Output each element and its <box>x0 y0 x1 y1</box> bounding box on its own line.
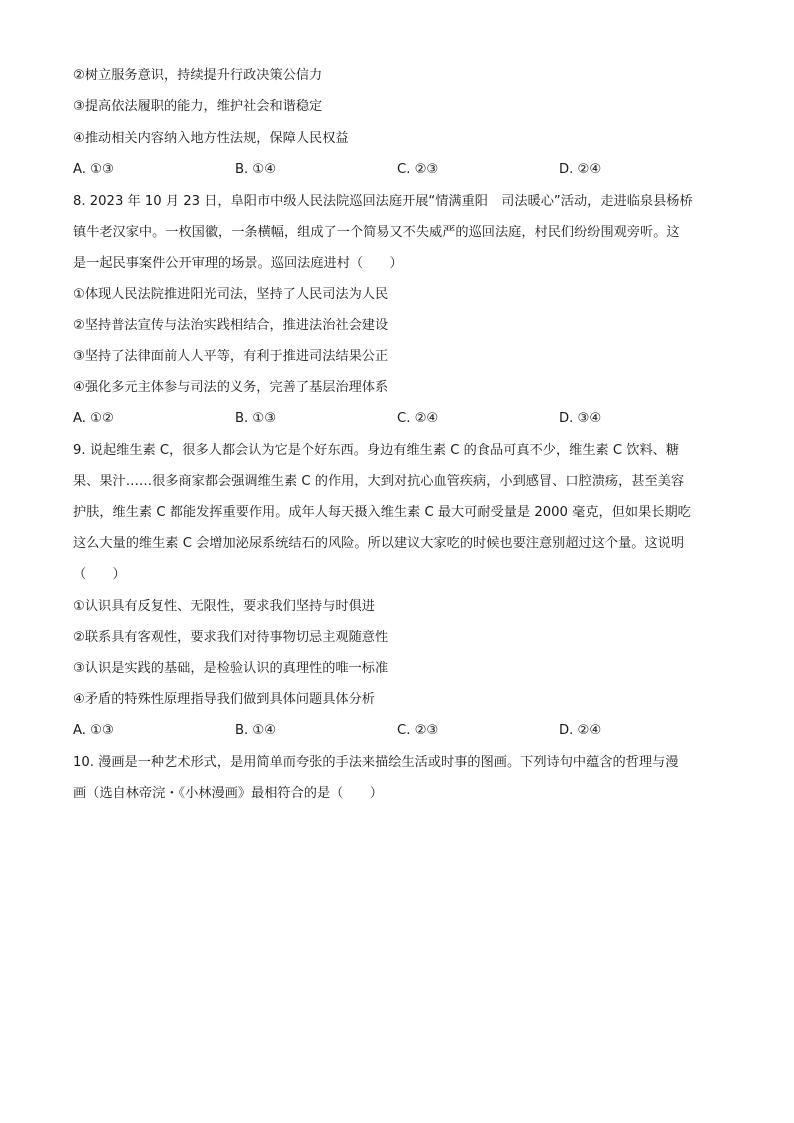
q10-stem-line-1: 10. 漫画是一种艺术形式，是用简单而夸张的手法来描绘生活或时事的图画。下列诗句中蕴含的哲理与漫 <box>73 755 679 770</box>
q7-options <box>73 160 723 180</box>
q9-stem-line-3: 护肤，维生素 C 都能发挥重要作用。成年人每天摄入维生素 C 最大可耐受量是 2000 毫克，但如果长期吃 <box>73 505 691 520</box>
q7-statement-4: ④推动相关内容纳入地方性法规，保障人民权益 <box>73 131 349 146</box>
q9-stem-line-4: 这么大量的维生素 C 会增加泌尿系统结石的风险。所以建议大家吃的时候也要注意别超过这个量。这说明 <box>73 536 685 551</box>
q9-statement-4: ④矛盾的特殊性原理指导我们做到具体问题具体分析 <box>73 692 375 707</box>
q7-option-d: D. ②④ <box>559 162 602 177</box>
q8-statement-3: ③坚持了法律面前人人平等，有利于推进司法结果公正 <box>73 349 389 364</box>
q8-option-c: C. ②④ <box>397 411 439 426</box>
q9-option-b: B. ①④ <box>235 723 277 738</box>
q8-stem-line-3: 是一起民事案件公开审理的场景。巡回法庭进村（ ） <box>73 256 403 271</box>
q9-option-d: D. ②④ <box>559 723 602 738</box>
q7-statement-3: ③提高依法履职的能力，维护社会和谐稳定 <box>73 99 323 114</box>
q8-statement-1: ①体现人民法院推进阳光司法，坚持了人民司法为人民 <box>73 287 389 302</box>
q9-options <box>73 721 723 741</box>
q8-statement-2: ②坚持普法宣传与法治实践相结合，推进法治社会建设 <box>73 318 389 333</box>
q9-statement-3: ③认识是实践的基础，是检验认识的真理性的唯一标准 <box>73 661 389 676</box>
q8-stem-line-2: 镇牛老汉家中。一枚国徽，一条横幅，组成了一个简易又不失威严的巡回法庭，村民们纷纷围观旁听。这 <box>73 225 680 240</box>
q9-statement-2: ②联系具有客观性，要求我们对待事物切忌主观随意性 <box>73 630 389 645</box>
q9-stem-line-2: 果、果汁……很多商家都会强调维生素 C 的作用，大到对抗心血管疾病，小到感冒、口腔溃疡，甚至美容 <box>73 474 685 489</box>
q9-stem-line-1: 9. 说起维生素 C，很多人都会认为它是个好东西。身边有维生素 C 的食品可真不少，维生素 C 饮料、糖 <box>73 443 680 458</box>
q9-stem-line-5: （ ） <box>73 567 126 582</box>
q9-option-a: A. ①③ <box>73 723 114 738</box>
q8-option-a: A. ①② <box>73 411 114 426</box>
q8-stem-line-1: 8. 2023 年 10 月 23 日，阜阳市中级人民法院巡回法庭开展“情满重阳 司法暖心”活动，走进临泉县杨桥 <box>73 194 693 209</box>
q8-option-b: B. ①③ <box>235 411 277 426</box>
q9-statement-1: ①认识具有反复性、无限性，要求我们坚持与时俱进 <box>73 599 375 614</box>
q8-statement-4: ④强化多元主体参与司法的义务，完善了基层治理体系 <box>73 380 389 395</box>
q7-option-b: B. ①④ <box>235 162 277 177</box>
q9-option-c: C. ②③ <box>397 723 439 738</box>
q8-option-d: D. ③④ <box>559 411 602 426</box>
q7-option-c: C. ②③ <box>397 162 439 177</box>
q10-stem-line-2: 画（选自林帝浣・《小林漫画》最相符合的是（ ） <box>73 786 383 801</box>
q7-statement-2: ②树立服务意识，持续提升行政决策公信力 <box>73 68 323 83</box>
q8-options <box>73 409 723 429</box>
q7-option-a: A. ①③ <box>73 162 114 177</box>
